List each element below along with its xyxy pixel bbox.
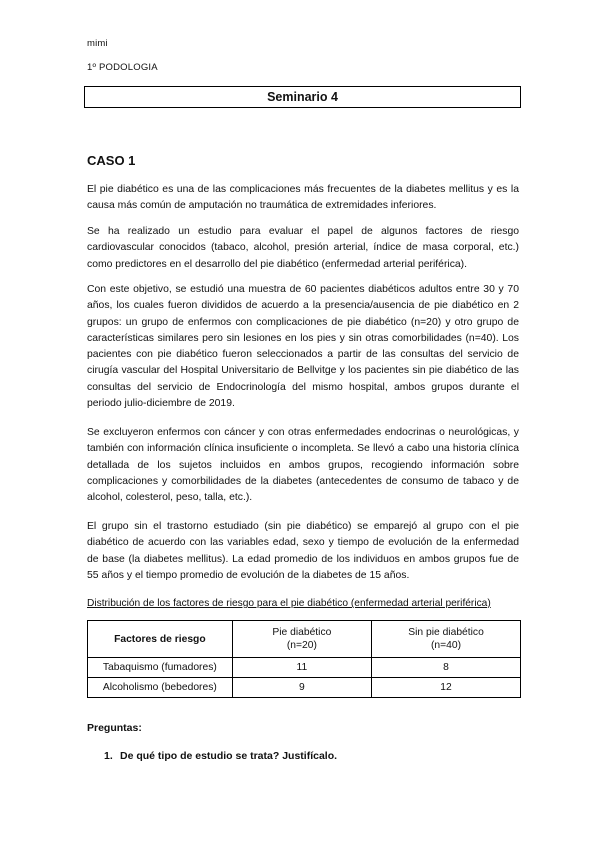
header-risk-factors: Factores de riesgo — [88, 621, 233, 658]
cell-smoking-with: 11 — [232, 658, 371, 678]
paragraph-2: Se ha realizado un estudio para evaluar el papel de algunos factores de riesgo cardiovascular conocidos (tabaco, alcohol, presión arterial, índice de masa corporal, etc.) como predictores en el desarrollo del pie diabético (enfermedad arterial periférica). — [87, 226, 519, 270]
risk-factors-table — [87, 620, 521, 698]
question-1 — [104, 750, 337, 762]
row-label-smoking: Tabaquismo (fumadores) — [88, 658, 233, 678]
cell-smoking-without: 8 — [372, 658, 521, 678]
course-label: 1º PODOLOGIA — [87, 62, 158, 73]
paragraph-5: El grupo sin el trastorno estudiado (sin pie diabético) se emparejó al grupo con el pie diabético de acuerdo con las variables edad, sexo y tiempo de evolución de la enfermedad de base (la diabetes mellitus). La edad promedio de los individuos en ambos grupos fue de 55 años y el tiempo promedio de evolución de la diabetes de 15 años. — [87, 521, 519, 581]
cell-alcohol-with: 9 — [232, 678, 371, 698]
table-row — [88, 678, 521, 698]
case-title: CASO 1 — [87, 153, 136, 168]
seminar-title: Seminario 4 — [267, 90, 338, 104]
header-without-diabetic-foot-n: (n=40) — [430, 640, 462, 651]
table-header-row — [88, 621, 521, 658]
seminar-title-box — [84, 86, 521, 108]
row-label-alcohol: Alcoholismo (bebedores) — [88, 678, 233, 698]
paragraph-3: Con este objetivo, se estudió una muestra de 60 pacientes diabéticos adultos entre 30 y 70 años, los cuales fueron divididos de acuerdo a la presencia/ausencia de pie diabético en 2 grupos: un grupo de enfermos con complicaciones de pie diabético (n=20) y otro grupo de características similares pero sin lesiones en los pies y sin otras comorbilidades (n=40). Los pacientes con pie diabético fueron seleccionados a partir de las consultas del servicio de cirugía vascular del Hospital Universitario de Bellvitge y los pacientes sin pie diabético de las consultas del servicio de Endocrinología del mismo hospital, ambos grupos durante el periodo julio-diciembre de 2019. — [87, 284, 519, 410]
question-1-number: 1. — [104, 750, 113, 762]
author-name: mimi — [87, 38, 108, 49]
paragraph-4: Se excluyeron enfermos con cáncer y con otras enfermedades endocrinas o neurológicas, y también con información clínica insuficiente o incompleta. Se llevó a cabo una historia clínica detallada de los sujetos incluidos en ambos grupos, recogiendo información sobre complicaciones y comorbilidades de la diabetes (antecedentes de consumo de tabaco y de alcohol, colesterol, peso, talla, etc.). — [87, 427, 519, 504]
paragraph-1: El pie diabético es una de las complicaciones más frecuentes de la diabetes mellitus y es la causa más común de amputación no traumática de extremidades inferiores. — [87, 184, 519, 212]
questions-title: Preguntas: — [87, 722, 142, 734]
header-with-diabetic-foot — [232, 621, 371, 658]
cell-alcohol-without: 12 — [372, 678, 521, 698]
header-without-diabetic-foot-label: Sin pie diabético — [408, 627, 484, 638]
table-caption: Distribución de los factores de riesgo para el pie diabético (enfermedad arterial periférica) — [87, 598, 491, 609]
header-with-diabetic-foot-label: Pie diabético — [272, 627, 332, 638]
header-with-diabetic-foot-n: (n=20) — [286, 640, 317, 651]
question-1-text: De qué tipo de estudio se trata? Justifícalo. — [120, 750, 338, 762]
header-without-diabetic-foot — [372, 621, 521, 658]
table-row — [88, 658, 521, 678]
